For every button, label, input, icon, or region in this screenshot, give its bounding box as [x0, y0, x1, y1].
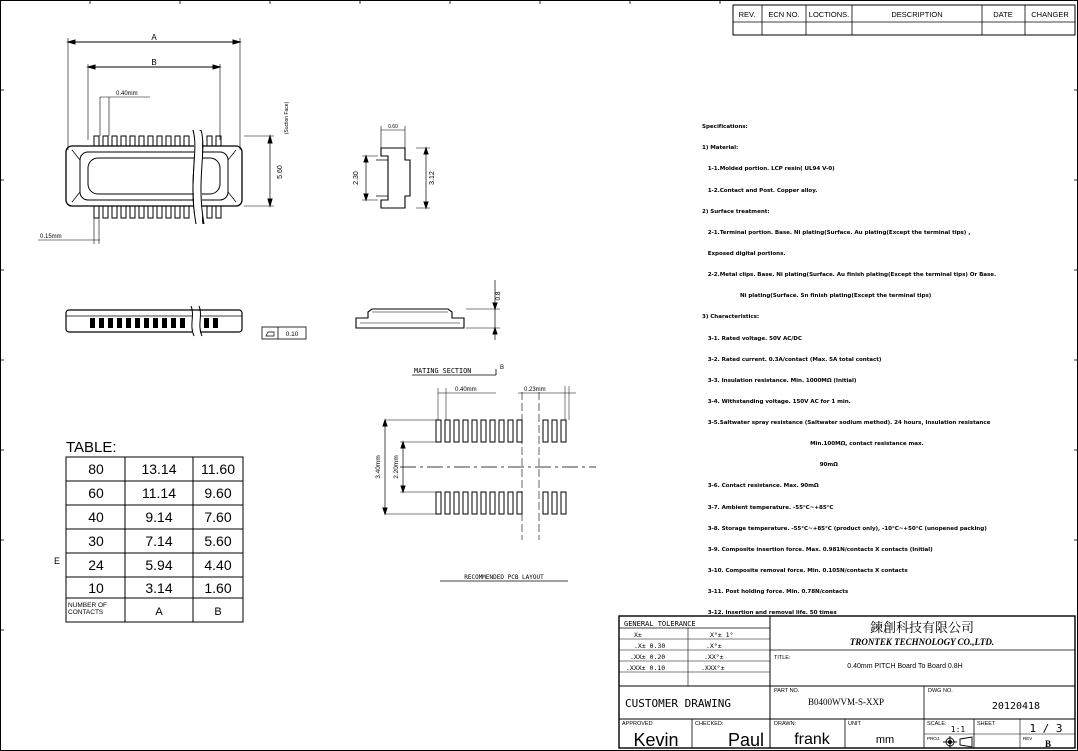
- front-view: [66, 306, 306, 339]
- drawn-label: DRAWN:: [774, 721, 797, 727]
- table-row-6-b: 1.60: [204, 580, 232, 596]
- front-side-view: [356, 280, 500, 340]
- table-row-1-contacts: 80: [88, 461, 104, 477]
- pcb-layout-labels: [375, 365, 546, 581]
- table-row-2-contacts: 60: [88, 485, 104, 501]
- unit-value: mm: [875, 734, 895, 746]
- checked-value: Paul: [727, 730, 765, 750]
- pad-width-label: 0.23mm: [524, 387, 546, 393]
- approved-value: Kevin: [633, 730, 679, 750]
- top-view: [38, 38, 274, 244]
- spec-line: Exposed digital portions.: [702, 250, 786, 257]
- part-no-value: B0400WVM-S-XXP: [807, 697, 885, 707]
- projection-symbol-icon: [943, 736, 972, 748]
- drawn-value: frank: [794, 731, 830, 748]
- table-row-2-b: 9.60: [204, 485, 232, 501]
- table-row-1-a: 13.14: [141, 461, 177, 477]
- rev-label: REV: [1023, 736, 1033, 741]
- tolerance-row-3-left: .XX± 0.20: [630, 653, 666, 661]
- table-row-3-b: 7.60: [204, 509, 232, 525]
- mating-section-title: MATING SECTION: [414, 367, 472, 375]
- table-row-3-a: 9.14: [145, 509, 173, 525]
- spec-line: 3-12. Insertion and removal life. 50 times: [702, 610, 837, 617]
- table-title: TABLE:: [66, 439, 117, 456]
- spec-line: Ni plating(Surface. Sn finish plating(Except the terminal tips): [702, 293, 932, 300]
- tolerance-row-4-left: .XXX± 0.10: [626, 664, 666, 672]
- spec-line: 1-1.Molded portion. LCP resin( UL94 V-0): [702, 166, 835, 173]
- tolerance-row-3-right: .XX°±: [704, 653, 724, 661]
- table-row-4-contacts: 30: [88, 533, 104, 549]
- title-block: [619, 616, 1075, 748]
- spec-line: Min.100MΩ, contact resistance max.: [702, 441, 924, 448]
- spec-line: 3-3. Insulation resistance. Min. 1000MΩ (Initial): [702, 377, 857, 384]
- approved-label: APPROVED: [622, 721, 653, 727]
- spec-line: 2) Surface treatment:: [702, 208, 770, 215]
- dwg-no-value: 20120418: [991, 701, 1041, 712]
- side-right-dim: 3.12: [429, 171, 436, 185]
- drawing-type: CUSTOMER DRAWING: [625, 697, 731, 710]
- scale-label: SCALE:: [927, 721, 947, 727]
- checked-label: CHECKED:: [695, 721, 724, 727]
- inner-dim-label: 2.20mm: [393, 455, 400, 479]
- table-row-2-a: 11.14: [142, 485, 176, 501]
- spec-line: 1) Material:: [702, 145, 739, 152]
- tolerance-title: GENERAL TOLERANCE: [624, 620, 696, 628]
- table-side-label: E: [54, 556, 61, 566]
- side-view: [362, 126, 430, 208]
- table-footer-b: B: [214, 606, 222, 618]
- top-height-label: 5.60: [277, 165, 284, 179]
- tolerance-row-2-left: .X± 0.30: [634, 642, 666, 650]
- spec-line: 1-2.Contact and Post. Copper alloy.: [702, 187, 818, 194]
- unit-label: UNIT: [848, 721, 861, 727]
- pcb-layout-caption: RECOMMENDED PCB LAYOUT: [464, 574, 544, 581]
- sheet-value: 1 / 3: [1029, 722, 1063, 735]
- spec-line: 3-11. Post holding force. Min. 0.78N/contacts: [702, 589, 849, 596]
- flatness-value: 0.10: [285, 331, 299, 338]
- front-height-dim: 0.8: [495, 291, 502, 301]
- contacts-table: [54, 439, 243, 622]
- spec-line: 3-8. Storage temperature. -55°C~+85°C (product only), -10°C~+50°C (unopened packing): [702, 525, 987, 532]
- spec-line: 90mΩ: [702, 462, 838, 469]
- date-header: DATE: [993, 10, 1013, 19]
- table-row-6-contacts: 10: [88, 580, 104, 596]
- outer-dim-label: 3.40mm: [375, 455, 382, 479]
- dim-b-label: B: [151, 58, 157, 67]
- table-row-4-b: 5.60: [204, 533, 232, 549]
- spec-line: 3-7. Ambient temperature. -55°C~+85°C: [702, 504, 834, 511]
- locations-header: LOCTIONS.: [808, 10, 850, 19]
- spec-line: 3-5.Saltwater spray resistance (Saltwater sodium method). 24 hours, Insulation resistance: [702, 420, 991, 427]
- title-label: TITLE:: [774, 655, 791, 661]
- proj-label: PROJ.: [927, 736, 941, 741]
- company-name-en: TRONTEK TECHNOLOGY CO.,LTD.: [849, 637, 995, 647]
- pcb-layout: [383, 369, 596, 581]
- table-footer-contacts-cell: [68, 600, 124, 620]
- side-top-dim: 0.60: [388, 124, 398, 130]
- part-no-label: PART NO.: [774, 688, 800, 694]
- lead-width-label: 0.15mm: [40, 234, 62, 240]
- table-row-6-a: 3.14: [145, 580, 173, 596]
- specifications: [702, 110, 1072, 624]
- spec-line: 3-9. Composite insertion force. Max. 0.981N/contacts X contacts (Initial): [702, 546, 933, 553]
- table-row-4-a: 7.14: [145, 533, 173, 549]
- dim-a-label: A: [151, 33, 157, 42]
- mating-section-b: B: [500, 365, 505, 371]
- table-row-5-a: 5.94: [145, 557, 173, 573]
- dwg-no-label: DWG NO.: [928, 688, 953, 694]
- tolerance-row-1-left: X±: [634, 631, 642, 639]
- table-row-3-contacts: 40: [88, 509, 104, 525]
- spec-line: 2-1.Terminal portion. Base. Ni plating(Surface. Au plating(Except the terminal tips) ,: [702, 229, 971, 236]
- spec-line: 3) Characteristics:: [702, 314, 760, 321]
- spec-line: Specifications:: [702, 124, 748, 131]
- top-pitch-label: 0.40mm: [116, 91, 138, 97]
- spec-line: 3-4. Withstanding voltage. 150V AC for 1 min.: [702, 398, 851, 405]
- description-header: DESCRIPTION: [891, 10, 943, 19]
- table-footer-contacts: NUMBER OF CONTACTS: [68, 602, 107, 616]
- sheet-label: SHEET: [977, 721, 996, 727]
- changer-header: CHANGER: [1031, 10, 1069, 19]
- side-left-dim: 2.30: [353, 171, 360, 185]
- tolerance-row-1-right: X°± 1°: [710, 631, 734, 639]
- revision-table: [733, 5, 1075, 35]
- spec-line: 3-1. Rated voltage. 50V AC/DC: [702, 335, 802, 342]
- spec-line: 3-10. Composite removal force. Min. 0.105N/contacts X contacts: [702, 568, 908, 575]
- spec-line: 3-2. Rated current. 0.3A/contact (Max. 5A total contact): [702, 356, 882, 363]
- company-name-cn: 鍊創科技有限公司: [869, 620, 975, 635]
- spec-line: 3-6. Contact resistance. Max. 90mΩ: [702, 483, 819, 490]
- top-view-labels: [40, 33, 290, 240]
- table-row-5-b: 4.40: [204, 557, 232, 573]
- rev-value: B: [1044, 739, 1052, 749]
- table-row-1-b: 11.60: [201, 461, 235, 477]
- tolerance-row-2-right: .X°±: [706, 642, 722, 650]
- ecn-header: ECN NO.: [768, 10, 800, 19]
- top-height-note: (Suction Face): [284, 101, 290, 135]
- tolerance-row-4-right: .XXX°±: [701, 664, 725, 672]
- spec-line: 2-2.Metal clips. Base. Ni plating(Surface. Au finish plating(Except the terminal tips) Or Base.: [702, 272, 997, 279]
- pcb-pitch-label: 0.40mm: [455, 387, 477, 393]
- title-value: 0.40mm PITCH Board To Board 0.8H: [847, 663, 963, 670]
- table-footer-a: A: [155, 606, 163, 618]
- scale-value: 1:1: [950, 725, 966, 734]
- rev-header: REV.: [738, 10, 756, 19]
- table-row-5-contacts: 24: [88, 557, 104, 573]
